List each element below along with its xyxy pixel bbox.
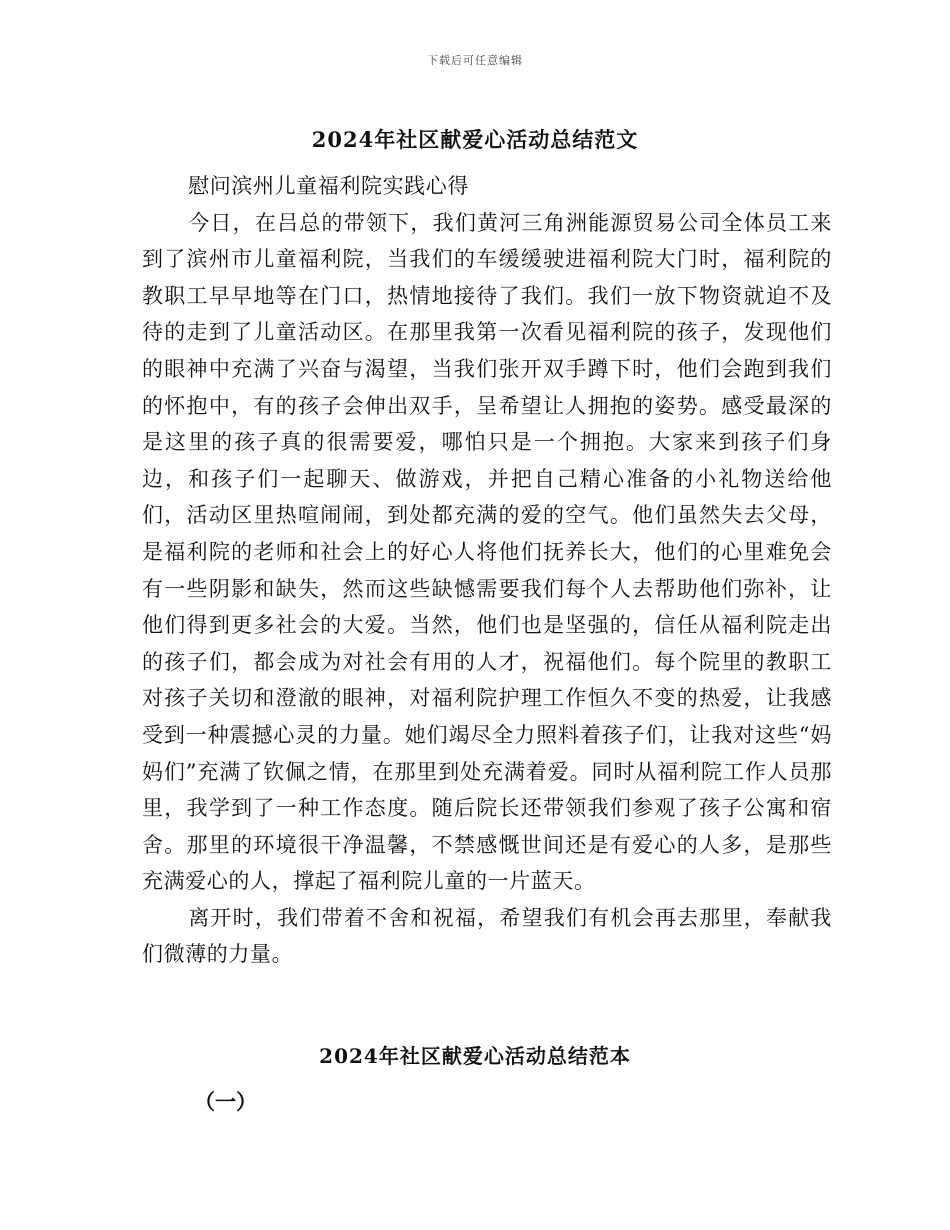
paragraph-heading: 慰问滨州儿童福利院实践心得 — [188, 174, 469, 198]
document-title: 2024年社区献爱心活动总结范文 — [311, 127, 639, 152]
page-header-note: 下载后可任意编辑 — [427, 54, 523, 67]
paragraph-closing: 离开时，我们带着不舍和祝福，希望我们有机会再去那里，奉献我们微薄的力量。 — [142, 905, 832, 967]
section-label: （一） — [194, 1089, 257, 1114]
paragraph-main: 今日，在吕总的带领下，我们黄河三角洲能源贸易公司全体员工来到了滨州市儿童福利院，当我们的车缓缓驶进福利院大门时，福利院的教职工早早地等在门口，热情地接待了我们。我们一放下物资就迫不及待的走到了儿童活动区。在那里我第一次看见福利院的孩子，发现他们的眼神中充满了兴奋与渴望，当我们张开双手蹲下时，他们会跑到我们的怀抱中，有的孩子会伸出双手，呈希望让人拥抱的姿势。感受最深的是这里的孩子真的很需要爱，哪怕只是一个拥抱。大家来到孩子们身边，和孩子们一起聊天、做游戏，并把自己精心准备的小礼物送给他们，活动区里热喧闹闹，到处都充满的爱的空气。他们虽然失去父母，是福利院的老师和社会上的好心人将他们抚养长大，他们的心里难免会有一些阴影和缺失，然而这些缺憾需要我们每个人去帮助他们弥补，让他们得到更多社会的大爱。当然，他们也是坚强的，信任从福利院走出的孩子们，都会成为对社会有用的人才，祝福他们。每个院里的教职工对孩子关切和澄澈的眼神，对福利院护理工作恒久不变的热爱，让我感受到一种震撼心灵的力量。她们竭尽全力照料着孩子们，让我对这些“妈妈们”充满了钦佩之情，在那里到处充满着爱。同时从福利院工作人员那里，我学到了一种工作态度。随后院长还带领我们参观了孩子公寓和宿舍。那里的环境很干净温馨，不禁感慨世间还是有爱心的人多，是那些充满爱心的人，撑起了福利院儿童的一片蓝天。 — [142, 210, 832, 894]
document-body — [142, 168, 832, 973]
document-subtitle: 2024年社区献爱心活动总结范本 — [319, 1044, 631, 1068]
